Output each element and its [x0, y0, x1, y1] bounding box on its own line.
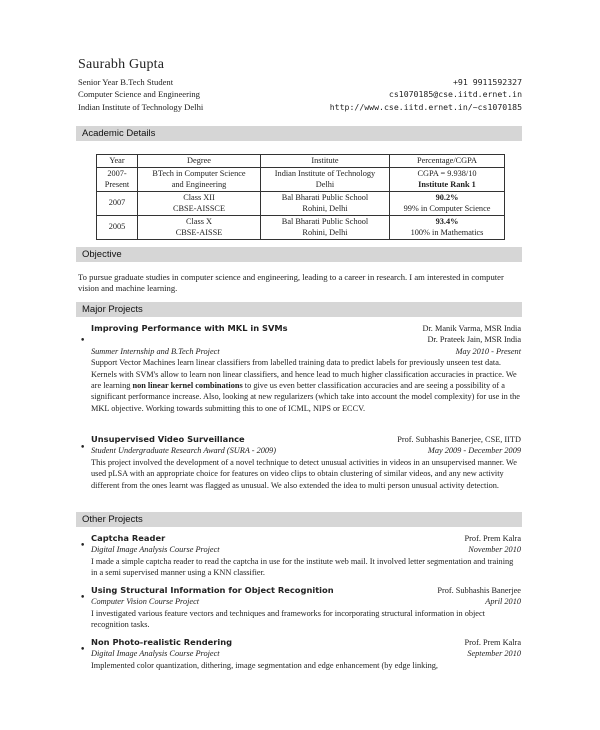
- project-description: I investigated various feature vectors and techniques and frameworks for incorporating structural information in object recognition tasks.: [91, 608, 485, 630]
- project-advisor: Prof. Prem Kalra: [464, 638, 521, 647]
- project-item: [91, 637, 521, 671]
- table-header-row: [97, 155, 505, 168]
- project-description: Implemented color quantization, dithering, image segmentation and edge enhancement (by edge linking,: [91, 660, 438, 670]
- project-item: [91, 434, 521, 491]
- section-major-projects: Major Projects: [76, 302, 522, 317]
- candidate-name: Saurabh Gupta: [78, 57, 165, 72]
- project-title: Using Structural Information for Object Recognition: [91, 585, 334, 595]
- header-line-2: Computer Science and Engineering: [78, 89, 200, 100]
- year-cell: 2007: [97, 191, 138, 215]
- project-date: May 2010 - Present: [455, 346, 521, 356]
- bullet-icon: •: [80, 541, 86, 551]
- institute-cell: Bal Bharati Public School Rohini, Delhi: [261, 191, 390, 215]
- section-other-projects: Other Projects: [76, 512, 522, 527]
- degree-cell: Class XII CBSE-AISSCE: [138, 191, 261, 215]
- project-item: [91, 533, 521, 579]
- institute-cell: Bal Bharati Public School Rohini, Delhi: [261, 215, 390, 239]
- header-line-1: Senior Year B.Tech Student: [78, 77, 174, 87]
- project-item: [91, 585, 521, 631]
- bullet-icon: •: [80, 443, 86, 453]
- project-date: November 2010: [468, 545, 521, 555]
- score-cell: CGPA = 9.938/10 Institute Rank 1: [390, 167, 505, 191]
- project-date: April 2010: [485, 597, 521, 607]
- score-cell: 93.4% 100% in Mathematics: [390, 215, 505, 239]
- project-advisor: Dr. Manik Varma, MSR India: [422, 324, 521, 333]
- degree-cell: Class X CBSE-AISSE: [138, 215, 261, 239]
- email-address[interactable]: cs1070185@cse.iitd.ernet.in: [388, 89, 522, 100]
- bullet-icon: •: [80, 336, 86, 346]
- col-year: Year: [97, 155, 138, 168]
- section-objective: Objective: [76, 247, 522, 262]
- project-description: This project involved the development of a novel technique to detect unusual activities in videos in an unsupervised manner. We used pLSA with an appropriate choice for features on video clips to obtain clustering of similar videos, and any new activity different from the ones learnt was flagged as unusual. We also extended the idea to multi person unusual activity detection.: [91, 457, 517, 490]
- project-context: Computer Vision Course Project: [91, 597, 200, 607]
- col-institute: Institute: [261, 155, 390, 168]
- objective-text: To pursue graduate studies in computer science and engineering, leading to a career in research. I am interested in computer vision and machine learning.: [78, 272, 504, 294]
- project-title: Unsupervised Video Surveillance: [91, 434, 245, 444]
- homepage-url[interactable]: http://www.cse.iitd.ernet.in/~cs1070185: [329, 101, 522, 112]
- project-advisor: Prof. Subhashis Banerjee: [437, 586, 521, 595]
- project-title: Improving Performance with MKL in SVMs: [91, 323, 288, 333]
- col-score: Percentage/CGPA: [390, 155, 505, 168]
- header-right: [330, 76, 522, 113]
- project-title: Captcha Reader: [91, 533, 166, 543]
- project-advisor: Prof. Prem Kalra: [464, 534, 521, 543]
- project-context: Summer Internship and B.Tech Project: [91, 346, 220, 356]
- table-row: [97, 191, 505, 215]
- header-line-3: Indian Institute of Technology Delhi: [78, 101, 204, 112]
- project-advisor: Prof. Subhashis Banerjee, CSE, IITD: [397, 435, 521, 444]
- project-context: Digital Image Analysis Course Project: [91, 649, 220, 659]
- bullet-icon: •: [80, 593, 86, 603]
- header-left: [78, 76, 203, 113]
- project-advisor-2: Dr. Prateek Jain, MSR India: [427, 335, 521, 345]
- phone-number: +91 9911592327: [452, 77, 522, 87]
- project-description: I made a simple captcha reader to read the captcha in use for the institute web mail. It involved letter segmentation and training in a semi supervised manner using a KNN classifier.: [91, 556, 514, 578]
- table-row: [97, 167, 505, 191]
- degree-cell: BTech in Computer Science and Engineering: [138, 167, 261, 191]
- project-date: May 2009 - December 2009: [427, 446, 521, 456]
- project-date: September 2010: [467, 649, 521, 659]
- section-academic-details: Academic Details: [76, 126, 522, 141]
- bullet-icon: •: [80, 645, 86, 655]
- institute-cell: Indian Institute of Technology Delhi: [261, 167, 390, 191]
- project-title: Non Photo-realistic Rendering: [91, 637, 233, 647]
- score-cell: 90.2% 99% in Computer Science: [390, 191, 505, 215]
- academic-table: [96, 154, 505, 240]
- col-degree: Degree: [138, 155, 261, 168]
- year-cell: 2007- Present: [97, 167, 138, 191]
- table-row: [97, 215, 505, 239]
- year-cell: 2005: [97, 215, 138, 239]
- project-context: Digital Image Analysis Course Project: [91, 545, 220, 555]
- project-description: Support Vector Machines learn linear classifiers from labelled training data to predict labels for previously unseen test data. Kernels with SVM's allow to learn non linear classifiers, and hence lead to much higher classification accuracies in practice. We are learning non linear kernel combinations to give us even better classification accuracies and are seeing a possibility of a significant performance increase. Also, looking at new regularizers (which take into account the model complexity) for use in the MKL objective. Working towards submitting this to one of ICML, NIPS or ECCV.: [91, 358, 520, 413]
- project-context: Student Undergraduate Research Award (SURA - 2009): [91, 446, 276, 456]
- project-item: [91, 323, 521, 414]
